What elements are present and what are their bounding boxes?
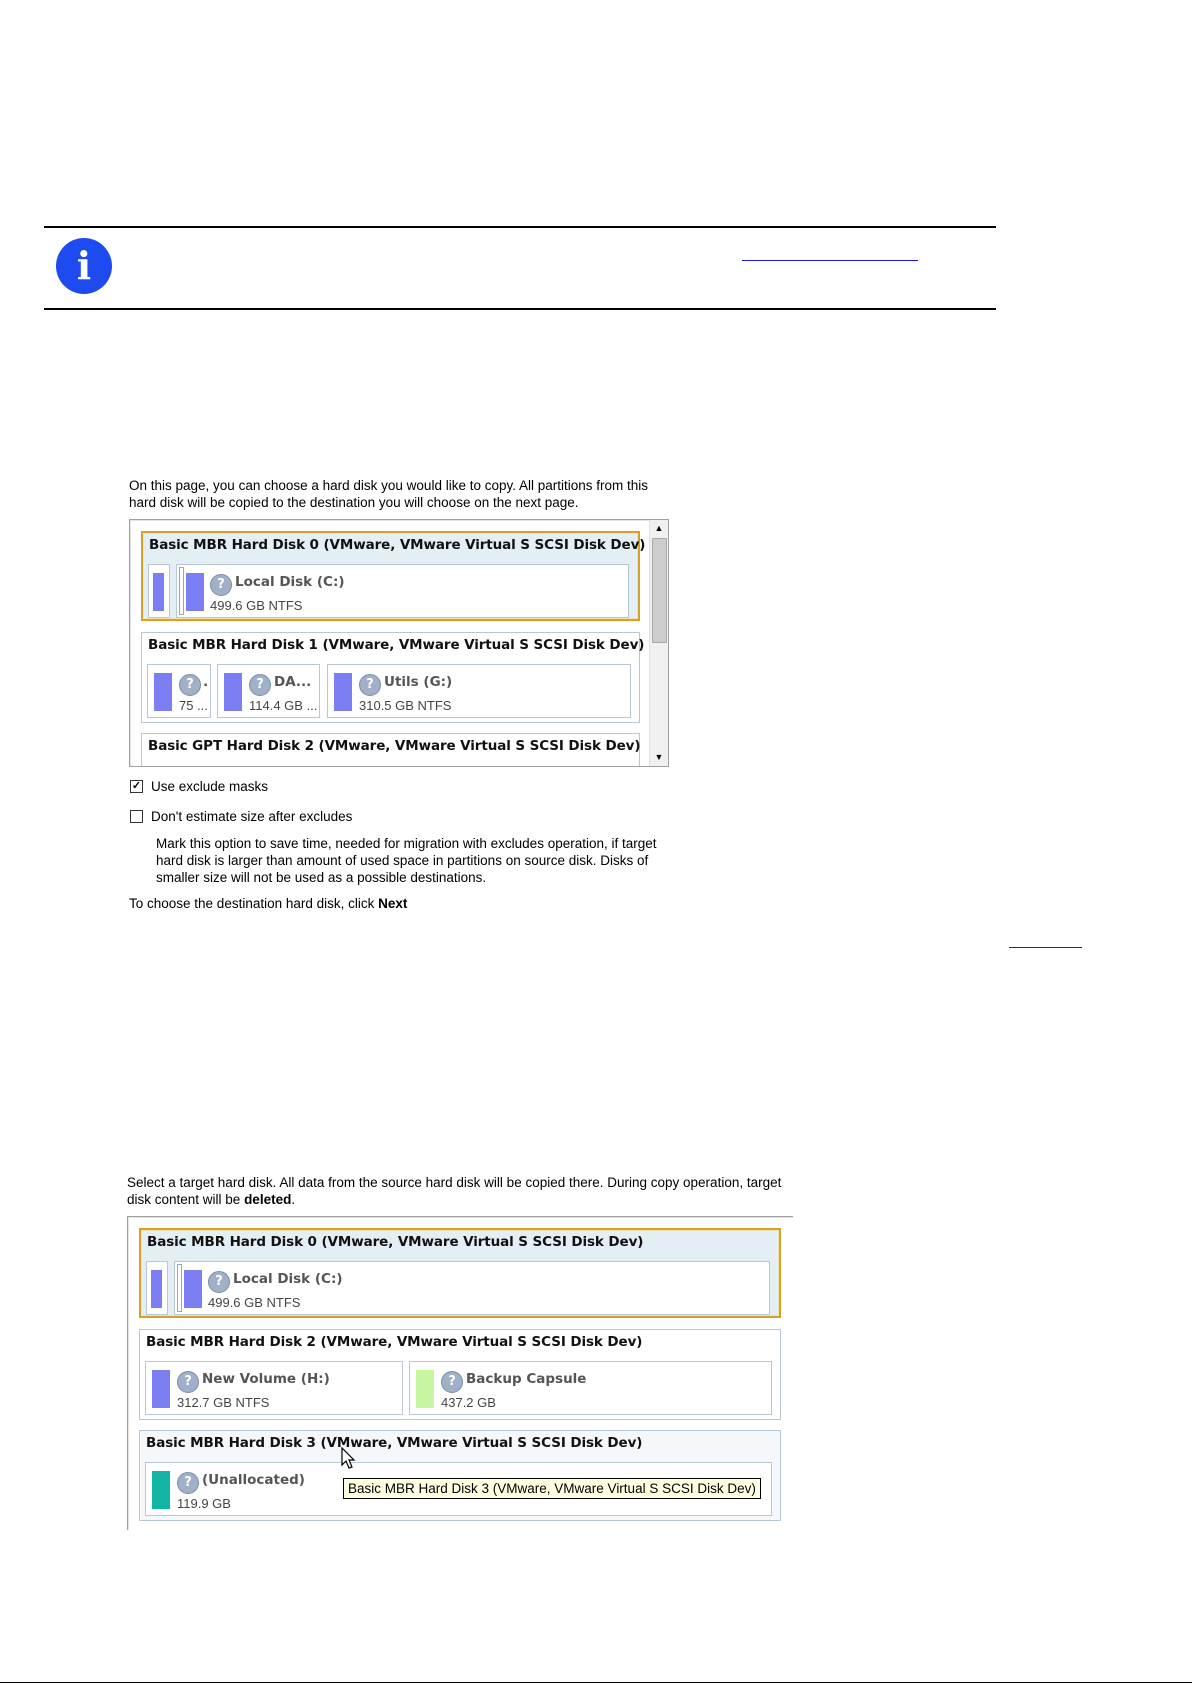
footer-text: To choose the destination hard disk, click bbox=[129, 896, 379, 911]
target-intro-end: . bbox=[291, 1192, 296, 1207]
source-intro: On this page, you can choose a hard disk you would like to copy. All partitions from this hard disk will be copied to the destination you will choose on the next page. bbox=[129, 478, 649, 510]
partition-backup-capsule[interactable] bbox=[409, 1361, 772, 1415]
partition-bar bbox=[184, 1270, 202, 1308]
source-disk-list[interactable] bbox=[129, 519, 669, 767]
partition-name: Backup Capsule bbox=[466, 1371, 587, 1387]
exclude-masks-checkbox[interactable]: ✓ bbox=[131, 780, 142, 792]
target-intro-text: Select a target hard disk. All data from the source hard disk will be copied there. During copy operation, target disk content will be bbox=[127, 1175, 782, 1207]
partition-bar bbox=[224, 673, 242, 711]
exclude-masks-label[interactable]: Use exclude masks bbox=[151, 779, 269, 794]
partition-small-1[interactable] bbox=[147, 664, 211, 718]
no-estimate-label[interactable]: Don't estimate size after excludes bbox=[151, 809, 353, 824]
question-icon: ? bbox=[359, 674, 381, 696]
disk-title: Basic MBR Hard Disk 3 (VMware, VMware Virtual S SCSI Disk Dev) bbox=[146, 1435, 643, 1451]
partition-size: 312.7 GB NTFS bbox=[177, 1395, 270, 1410]
partition-bar bbox=[186, 573, 204, 611]
partition-name: New Volume (H:) bbox=[202, 1371, 330, 1387]
disk-title: Basic MBR Hard Disk 1 (VMware, VMware Virtual S SCSI Disk Dev) bbox=[148, 637, 645, 653]
partition-name: (Unallocated) bbox=[202, 1472, 305, 1488]
source-disk-2[interactable] bbox=[141, 733, 640, 767]
scroll-up-arrow-icon[interactable]: ▲ bbox=[650, 520, 668, 537]
scroll-down-arrow-icon[interactable]: ▼ bbox=[650, 749, 668, 766]
vertical-scrollbar[interactable] bbox=[649, 520, 668, 766]
partition-bar bbox=[416, 1370, 434, 1408]
target-disk-0[interactable] bbox=[139, 1228, 781, 1318]
partition-name: Local Disk (C:) bbox=[233, 1271, 343, 1287]
partition-sliver bbox=[177, 1264, 182, 1312]
mouse-cursor-icon bbox=[341, 1447, 357, 1471]
question-icon: ? bbox=[210, 574, 232, 596]
partition-bar bbox=[152, 1471, 170, 1509]
question-icon: ? bbox=[249, 674, 271, 696]
disk-tooltip: Basic MBR Hard Disk 3 (VMware, VMware Virtual S SCSI Disk Dev) bbox=[343, 1478, 761, 1499]
partition-name: DA... bbox=[274, 674, 312, 690]
partition-local-c[interactable] bbox=[174, 1261, 770, 1315]
question-icon: ? bbox=[177, 1472, 199, 1494]
no-estimate-checkbox[interactable] bbox=[130, 810, 143, 823]
source-disk-0[interactable] bbox=[141, 531, 646, 621]
partition-name: Local Disk (C:) bbox=[235, 574, 345, 590]
info-bottom-rule bbox=[44, 308, 996, 310]
partition-bar bbox=[154, 673, 172, 711]
target-disk-3[interactable] bbox=[139, 1430, 781, 1521]
question-icon: ? bbox=[177, 1371, 199, 1393]
question-icon: ? bbox=[441, 1371, 463, 1393]
page-link[interactable] bbox=[1009, 947, 1082, 948]
scroll-thumb[interactable] bbox=[652, 538, 667, 643]
partition-size: 499.6 GB NTFS bbox=[210, 598, 303, 613]
target-disk-2[interactable] bbox=[139, 1329, 781, 1420]
question-icon: ? bbox=[208, 1271, 230, 1293]
system-partition-block[interactable] bbox=[146, 1261, 168, 1315]
info-icon: i bbox=[56, 238, 112, 294]
disk-title: Basic MBR Hard Disk 0 (VMware, VMware Virtual S SCSI Disk Dev) bbox=[147, 1234, 644, 1250]
question-icon: ? bbox=[179, 674, 201, 696]
disk-title: Basic GPT Hard Disk 2 (VMware, VMware Virtual S SCSI Disk Dev) bbox=[148, 738, 641, 754]
disk-title: Basic MBR Hard Disk 0 (VMware, VMware Virtual S SCSI Disk Dev) bbox=[149, 537, 646, 553]
partition-utils-g[interactable] bbox=[327, 664, 631, 718]
page-bottom-rule bbox=[0, 1682, 1192, 1683]
deleted-emphasis: deleted bbox=[244, 1192, 292, 1207]
partition-bar bbox=[151, 1270, 162, 1308]
partition-da[interactable] bbox=[217, 664, 320, 718]
partition-local-c[interactable] bbox=[176, 564, 629, 618]
next-emphasis: Next bbox=[378, 896, 408, 911]
partition-name: Utils (G:) bbox=[384, 674, 453, 690]
info-top-rule bbox=[44, 226, 996, 228]
partition-size: 75 ... bbox=[179, 698, 208, 713]
partition-bar bbox=[334, 673, 352, 711]
partition-size: 119.9 GB bbox=[177, 1496, 231, 1511]
option-note: Mark this option to save time, needed for migration with excludes operation, if target hard disk is larger than amount of used space in partitions on source disk. Disks of smaller size will not be used as a possible destinations. bbox=[156, 836, 657, 885]
target-intro bbox=[127, 1174, 792, 1208]
partition-size: 499.6 GB NTFS bbox=[208, 1295, 301, 1310]
partition-new-volume-h[interactable] bbox=[145, 1361, 403, 1415]
partition-bar bbox=[153, 573, 164, 611]
disk-title: Basic MBR Hard Disk 2 (VMware, VMware Virtual S SCSI Disk Dev) bbox=[146, 1334, 643, 1350]
source-disk-1[interactable] bbox=[141, 632, 645, 723]
source-footer bbox=[129, 895, 407, 912]
partition-size: 114.4 GB ... bbox=[249, 698, 318, 713]
system-partition-block[interactable] bbox=[148, 564, 170, 618]
partition-size: 437.2 GB bbox=[441, 1395, 496, 1410]
partition-sliver bbox=[179, 567, 184, 615]
partition-size: 310.5 GB NTFS bbox=[359, 698, 452, 713]
partition-name: . bbox=[203, 674, 209, 690]
partition-bar bbox=[152, 1370, 170, 1408]
info-link[interactable] bbox=[742, 260, 918, 261]
